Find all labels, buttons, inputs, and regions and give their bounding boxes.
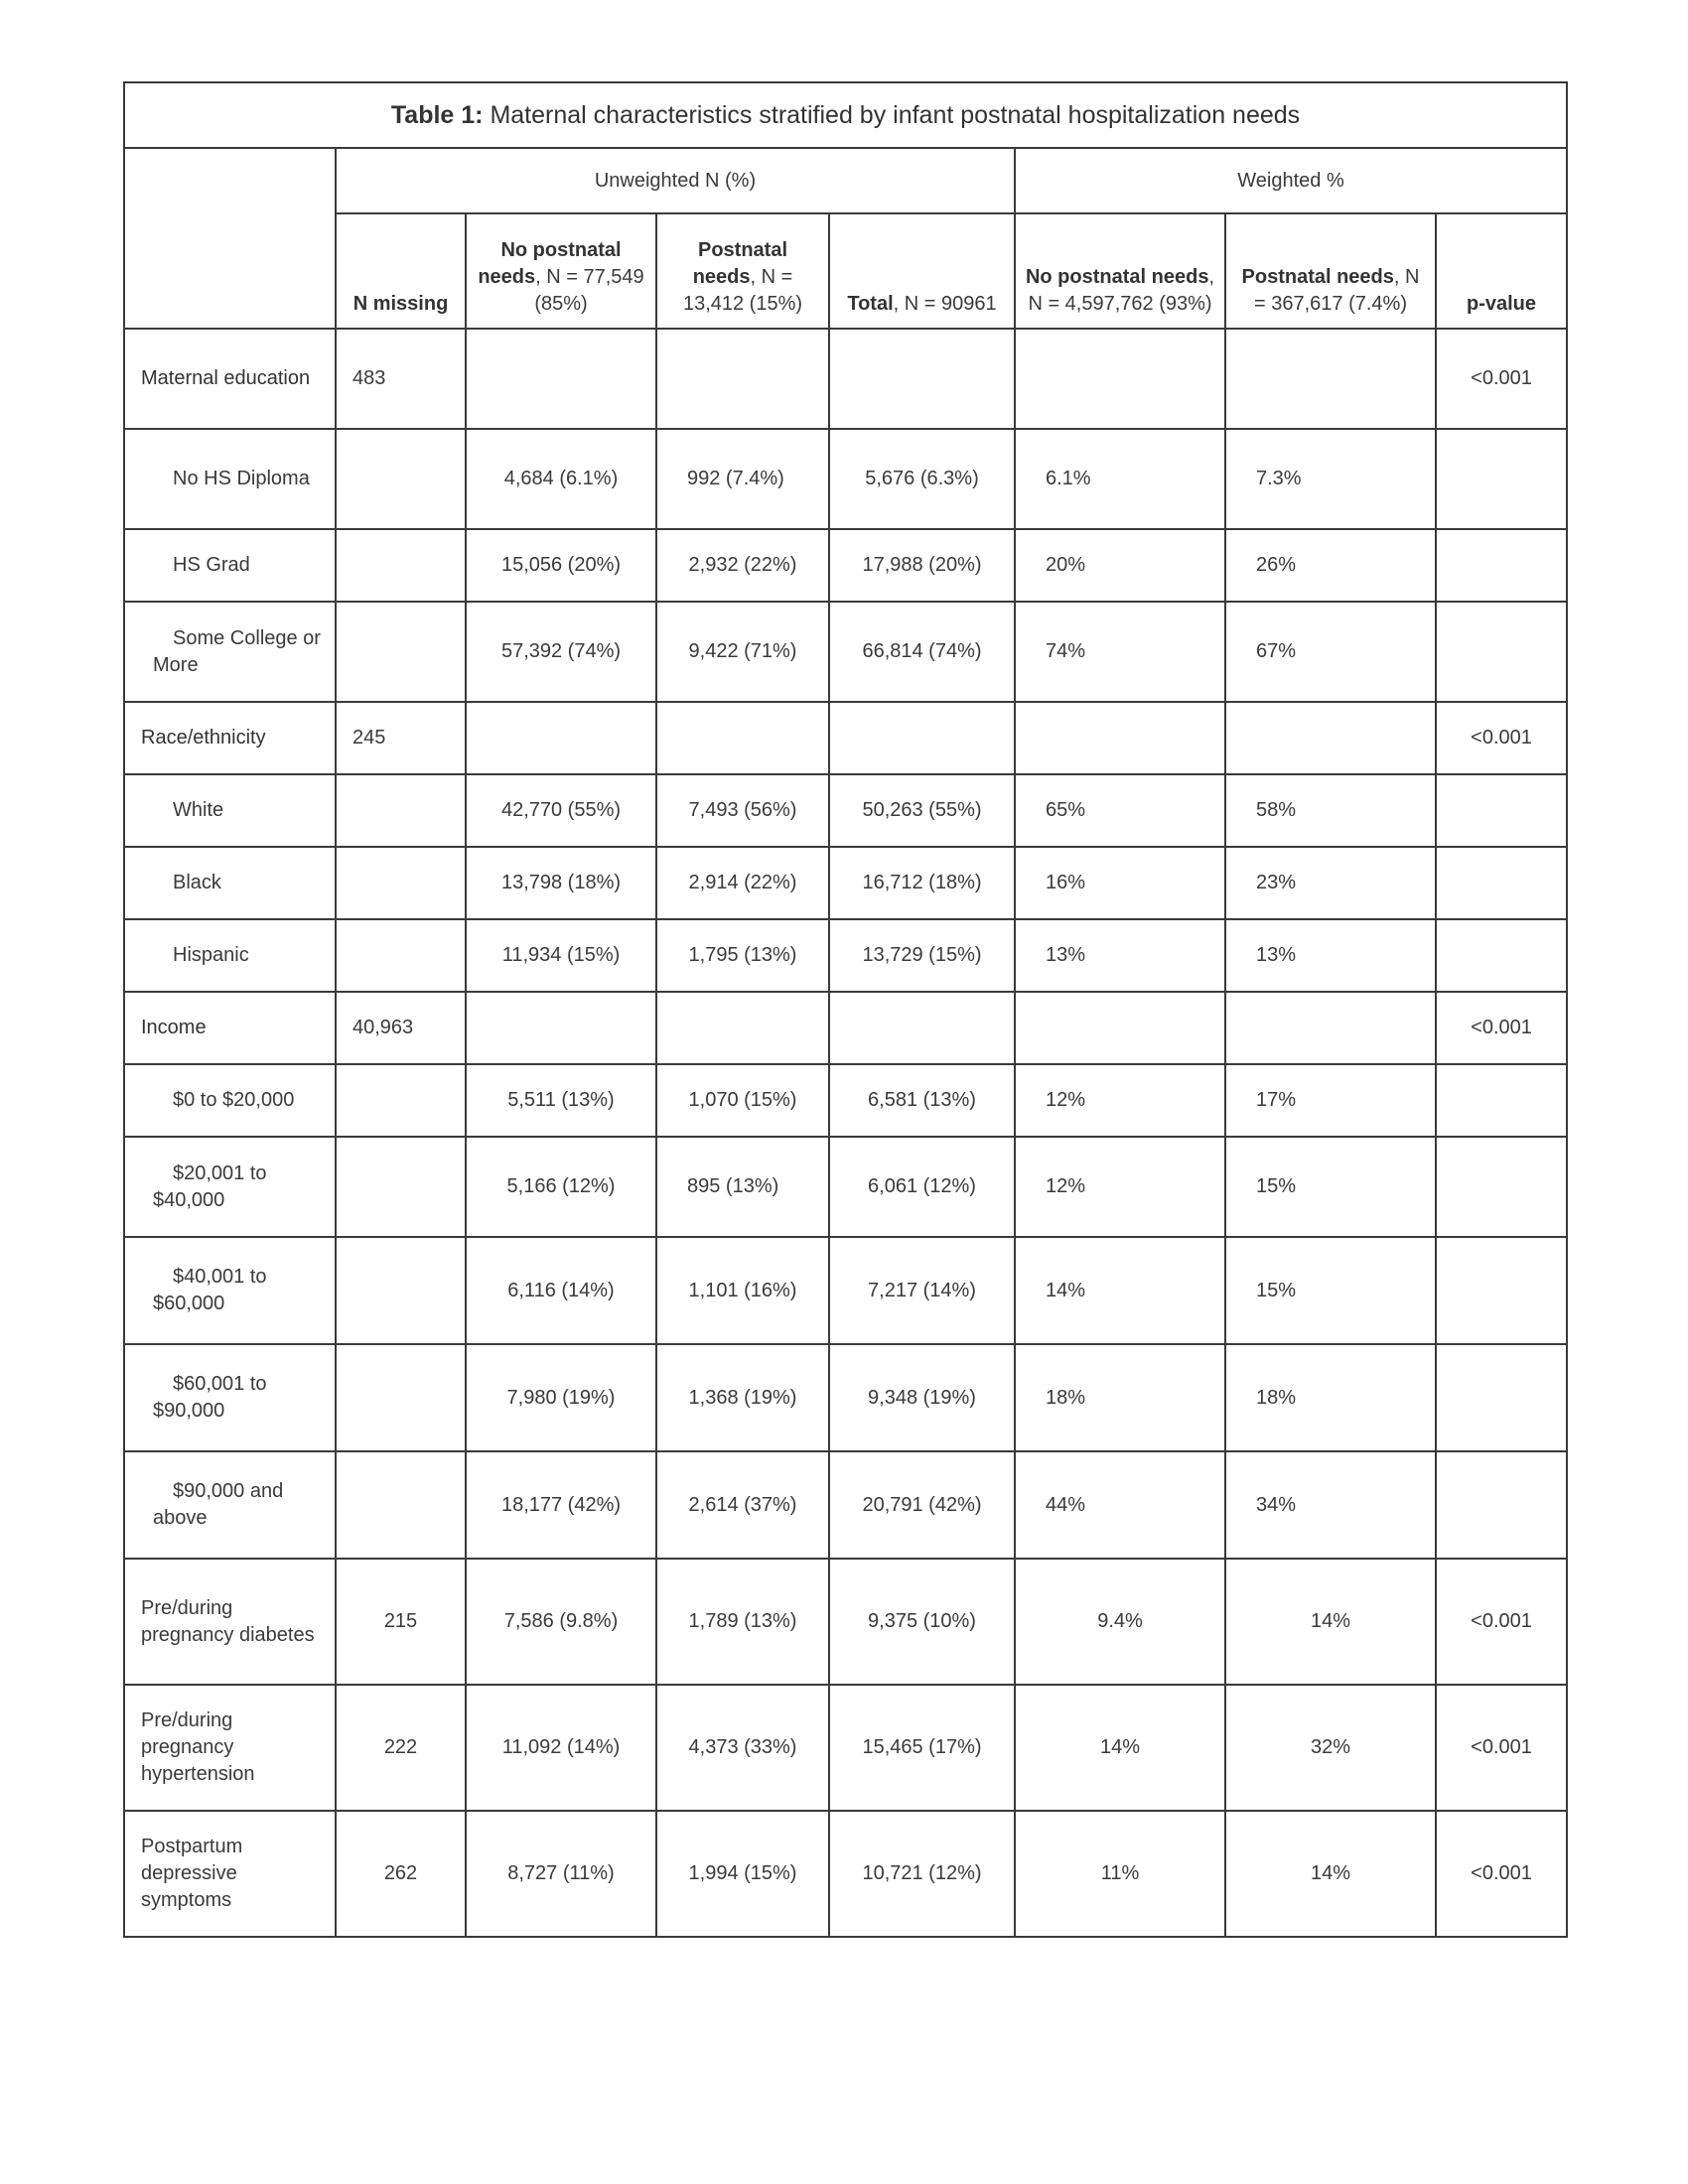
row-label: HS Grad [124,529,336,602]
cell-weighted-no: 16% [1015,847,1225,919]
row-label: $60,001 to $90,000 [124,1344,336,1451]
cell-total: 5,676 (6.3%) [829,429,1015,529]
table-title [124,82,1567,148]
cell-weighted-yes: 13% [1225,919,1436,992]
cell-p-value [1436,1137,1567,1237]
cell-postnatal: 1,070 (15%) [656,1064,829,1137]
cell-weighted-no: 20% [1015,529,1225,602]
cell-p-value [1436,1344,1567,1451]
cell-total: 16,712 (18%) [829,847,1015,919]
table-row [124,329,1567,429]
cell-missing [336,602,466,702]
cell-total: 7,217 (14%) [829,1237,1015,1344]
maternal-characteristics-table [123,81,1568,1938]
cell-missing: 40,963 [336,992,466,1064]
cell-weighted-no [1015,992,1225,1064]
cell-weighted-yes: 18% [1225,1344,1436,1451]
row-label: Hispanic [124,919,336,992]
cell-postnatal [656,329,829,429]
row-label: $0 to $20,000 [124,1064,336,1137]
col-header-no-postnatal: No postnatal needs, N = 77,549 (85%) [466,213,656,329]
group-header-weighted: Weighted % [1015,148,1567,213]
cell-no-postnatal: 8,727 (11%) [466,1811,656,1937]
cell-postnatal: 1,994 (15%) [656,1811,829,1937]
cell-weighted-yes: 32% [1225,1685,1436,1811]
cell-postnatal: 1,789 (13%) [656,1559,829,1685]
table-row [124,1559,1567,1685]
cell-missing: 483 [336,329,466,429]
cell-missing [336,429,466,529]
cell-p-value [1436,1237,1567,1344]
table-row [124,774,1567,847]
cell-postnatal: 2,614 (37%) [656,1451,829,1559]
row-label: Maternal education [124,329,336,429]
cell-missing: 215 [336,1559,466,1685]
cell-total: 10,721 (12%) [829,1811,1015,1937]
cell-p-value: <0.001 [1436,1685,1567,1811]
row-label: $20,001 to $40,000 [124,1137,336,1237]
cell-total: 50,263 (55%) [829,774,1015,847]
cell-no-postnatal: 5,511 (13%) [466,1064,656,1137]
table-row [124,529,1567,602]
table-title-label: Table 1: [390,100,484,129]
cell-postnatal: 2,914 (22%) [656,847,829,919]
col-header-weighted-no-postnatal: No postnatal needs, N = 4,597,762 (93%) [1015,213,1225,329]
cell-missing [336,1451,466,1559]
cell-weighted-no: 65% [1015,774,1225,847]
col-header-n-missing: N missing [336,213,466,329]
cell-missing [336,529,466,602]
table-row [124,602,1567,702]
cell-weighted-no: 12% [1015,1064,1225,1137]
cell-total [829,329,1015,429]
cell-total [829,992,1015,1064]
cell-no-postnatal: 4,684 (6.1%) [466,429,656,529]
cell-postnatal: 1,368 (19%) [656,1344,829,1451]
cell-postnatal [656,992,829,1064]
table-title-text: Maternal characteristics stratified by infant postnatal hospitalization needs [483,100,1301,129]
cell-total: 6,061 (12%) [829,1137,1015,1237]
cell-total: 9,375 (10%) [829,1559,1015,1685]
cell-postnatal: 992 (7.4%) [656,429,829,529]
cell-no-postnatal: 18,177 (42%) [466,1451,656,1559]
cell-total: 13,729 (15%) [829,919,1015,992]
cell-weighted-yes: 7.3% [1225,429,1436,529]
table-row [124,1344,1567,1451]
row-label: Race/ethnicity [124,702,336,774]
row-label: Postpartum depressive symptoms [124,1811,336,1937]
cell-weighted-no: 13% [1015,919,1225,992]
cell-total: 9,348 (19%) [829,1344,1015,1451]
cell-postnatal: 4,373 (33%) [656,1685,829,1811]
cell-no-postnatal: 7,586 (9.8%) [466,1559,656,1685]
cell-no-postnatal: 6,116 (14%) [466,1237,656,1344]
cell-no-postnatal [466,702,656,774]
col-header-p-value: p-value [1436,213,1567,329]
cell-weighted-yes: 34% [1225,1451,1436,1559]
cell-no-postnatal: 7,980 (19%) [466,1344,656,1451]
table-row [124,1237,1567,1344]
cell-no-postnatal: 57,392 (74%) [466,602,656,702]
cell-total [829,702,1015,774]
cell-no-postnatal: 5,166 (12%) [466,1137,656,1237]
cell-p-value: <0.001 [1436,1811,1567,1937]
cell-postnatal: 2,932 (22%) [656,529,829,602]
cell-weighted-no: 74% [1015,602,1225,702]
cell-weighted-yes: 23% [1225,847,1436,919]
cell-total: 15,465 (17%) [829,1685,1015,1811]
cell-no-postnatal: 11,934 (15%) [466,919,656,992]
cell-no-postnatal: 42,770 (55%) [466,774,656,847]
cell-no-postnatal: 15,056 (20%) [466,529,656,602]
cell-postnatal: 895 (13%) [656,1137,829,1237]
cell-weighted-no [1015,329,1225,429]
row-label: Pre/during pregnancy hypertension [124,1685,336,1811]
group-header-unweighted: Unweighted N (%) [336,148,1015,213]
cell-total: 6,581 (13%) [829,1064,1015,1137]
table-row [124,1451,1567,1559]
cell-missing [336,1344,466,1451]
row-label: No HS Diploma [124,429,336,529]
cell-p-value: <0.001 [1436,702,1567,774]
cell-weighted-no: 44% [1015,1451,1225,1559]
cell-weighted-no [1015,702,1225,774]
table-row [124,992,1567,1064]
cell-p-value [1436,919,1567,992]
cell-p-value: <0.001 [1436,992,1567,1064]
cell-p-value [1436,774,1567,847]
cell-missing [336,847,466,919]
row-label: $90,000 and above [124,1451,336,1559]
cell-p-value [1436,1064,1567,1137]
table-row [124,1811,1567,1937]
cell-weighted-yes: 15% [1225,1137,1436,1237]
cell-no-postnatal [466,329,656,429]
cell-missing [336,919,466,992]
cell-weighted-yes [1225,702,1436,774]
cell-p-value [1436,847,1567,919]
cell-missing [336,774,466,847]
cell-p-value [1436,1451,1567,1559]
cell-no-postnatal [466,992,656,1064]
row-label: $40,001 to $60,000 [124,1237,336,1344]
table-row [124,1137,1567,1237]
cell-missing: 262 [336,1811,466,1937]
table-row [124,919,1567,992]
col-header-weighted-postnatal: Postnatal needs, N = 367,617 (7.4%) [1225,213,1436,329]
cell-p-value: <0.001 [1436,1559,1567,1685]
cell-weighted-no: 12% [1015,1137,1225,1237]
cell-weighted-yes: 14% [1225,1811,1436,1937]
cell-weighted-yes: 67% [1225,602,1436,702]
row-label: Black [124,847,336,919]
cell-weighted-no: 14% [1015,1237,1225,1344]
cell-weighted-yes: 58% [1225,774,1436,847]
cell-missing: 222 [336,1685,466,1811]
cell-postnatal: 1,795 (13%) [656,919,829,992]
table-row [124,429,1567,529]
header-blank [124,148,336,329]
cell-total: 20,791 (42%) [829,1451,1015,1559]
row-label: Income [124,992,336,1064]
row-label: Pre/during pregnancy diabetes [124,1559,336,1685]
cell-weighted-yes: 17% [1225,1064,1436,1137]
cell-p-value [1436,602,1567,702]
cell-weighted-yes [1225,329,1436,429]
col-header-total: Total, N = 90961 [829,213,1015,329]
table-row [124,1064,1567,1137]
cell-missing: 245 [336,702,466,774]
cell-weighted-yes [1225,992,1436,1064]
table-row [124,847,1567,919]
cell-weighted-no: 14% [1015,1685,1225,1811]
cell-postnatal: 7,493 (56%) [656,774,829,847]
row-label: White [124,774,336,847]
cell-no-postnatal: 11,092 (14%) [466,1685,656,1811]
cell-weighted-no: 18% [1015,1344,1225,1451]
cell-weighted-no: 6.1% [1015,429,1225,529]
table-row [124,1685,1567,1811]
cell-weighted-no: 11% [1015,1811,1225,1937]
cell-postnatal: 9,422 (71%) [656,602,829,702]
table-row [124,702,1567,774]
cell-total: 17,988 (20%) [829,529,1015,602]
cell-p-value [1436,529,1567,602]
cell-p-value: <0.001 [1436,329,1567,429]
cell-weighted-no: 9.4% [1015,1559,1225,1685]
row-label: Some College or More [124,602,336,702]
cell-no-postnatal: 13,798 (18%) [466,847,656,919]
cell-weighted-yes: 14% [1225,1559,1436,1685]
cell-postnatal [656,702,829,774]
cell-p-value [1436,429,1567,529]
cell-weighted-yes: 15% [1225,1237,1436,1344]
cell-postnatal: 1,101 (16%) [656,1237,829,1344]
cell-missing [336,1064,466,1137]
cell-weighted-yes: 26% [1225,529,1436,602]
cell-missing [336,1137,466,1237]
col-header-postnatal: Postnatal needs, N = 13,412 (15%) [656,213,829,329]
cell-total: 66,814 (74%) [829,602,1015,702]
cell-missing [336,1237,466,1344]
